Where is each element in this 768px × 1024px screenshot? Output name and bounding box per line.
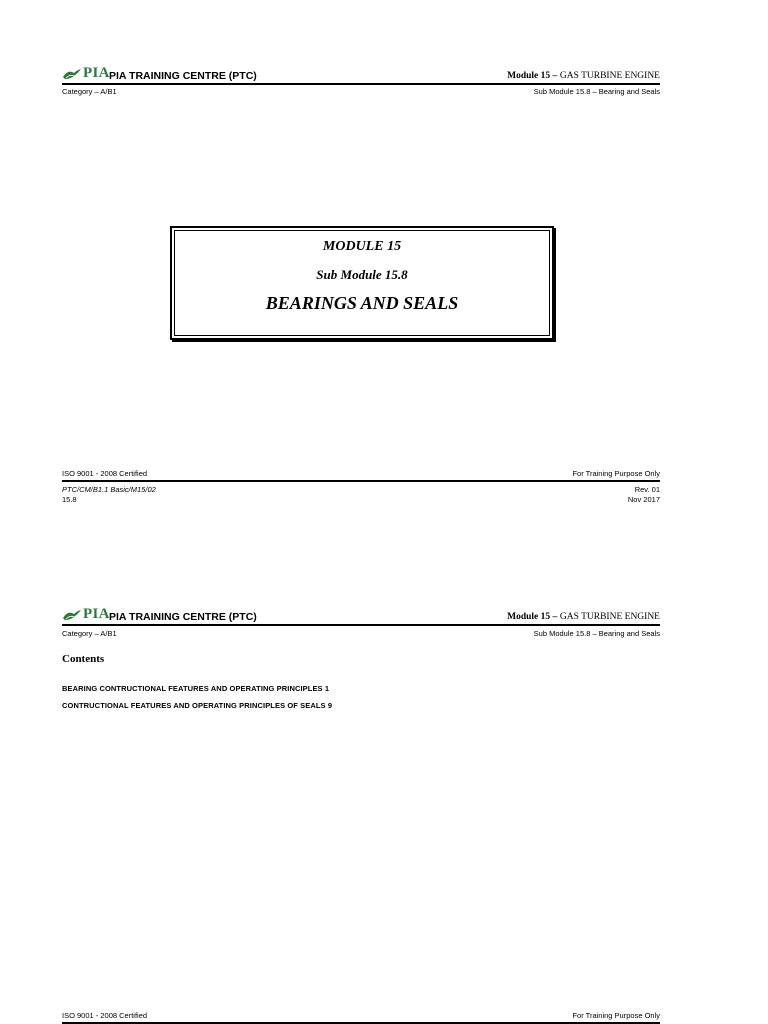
module-name: GAS TURBINE ENGINE xyxy=(559,71,660,81)
module-name: GAS TURBINE ENGINE xyxy=(559,612,660,622)
cover-module: MODULE 15 xyxy=(322,239,402,254)
footer-rule xyxy=(62,480,660,482)
revision: Rev. 01 xyxy=(634,485,660,494)
revision-date: Nov 2017 xyxy=(627,495,660,504)
toc-item[interactable]: BEARING CONTRUCTIONAL FEATURES AND OPERATING PRINCIPLES 1 xyxy=(62,684,330,693)
training-centre-title: PIA TRAINING CENTRE (PTC) xyxy=(109,611,257,623)
header-rule xyxy=(62,624,660,626)
module-header xyxy=(507,70,660,81)
training-purpose: For Training Purpose Only xyxy=(572,469,660,478)
logo-text: PIA xyxy=(83,65,110,81)
contents-heading: Contents xyxy=(62,653,105,665)
toc-item[interactable]: CONTRUCTIONAL FEATURES AND OPERATING PRINCIPLES OF SEALS 9 xyxy=(62,701,333,710)
page-number: 15.8 xyxy=(62,495,77,504)
document-reference: PTC/CM/B1.1 Basic/M15/02 xyxy=(62,485,156,494)
category-label: Category – A/B1 xyxy=(62,629,117,638)
category-label: Category – A/B1 xyxy=(62,87,117,96)
module-number: Module 15 – xyxy=(507,71,558,81)
submodule-label: Sub Module 15.8 – Bearing and Seals xyxy=(533,87,660,96)
module-header xyxy=(507,611,660,622)
header-rule xyxy=(62,83,660,85)
pia-bird-icon xyxy=(62,67,82,81)
cover-submodule: Sub Module 15.8 xyxy=(316,267,408,282)
training-centre-title: PIA TRAINING CENTRE (PTC) xyxy=(109,70,257,82)
pia-logo xyxy=(62,607,110,622)
pia-logo xyxy=(62,66,110,81)
iso-certified: ISO 9001 - 2008 Certified xyxy=(62,469,148,478)
submodule-label: Sub Module 15.8 – Bearing and Seals xyxy=(533,629,660,638)
cover-title: BEARINGS AND SEALS xyxy=(265,293,459,313)
logo-text: PIA xyxy=(83,606,110,622)
module-number: Module 15 – xyxy=(507,612,558,622)
training-purpose: For Training Purpose Only xyxy=(572,1011,660,1020)
iso-certified: ISO 9001 - 2008 Certified xyxy=(62,1011,148,1020)
pia-bird-icon xyxy=(62,608,82,622)
cover-title-box xyxy=(170,226,554,340)
